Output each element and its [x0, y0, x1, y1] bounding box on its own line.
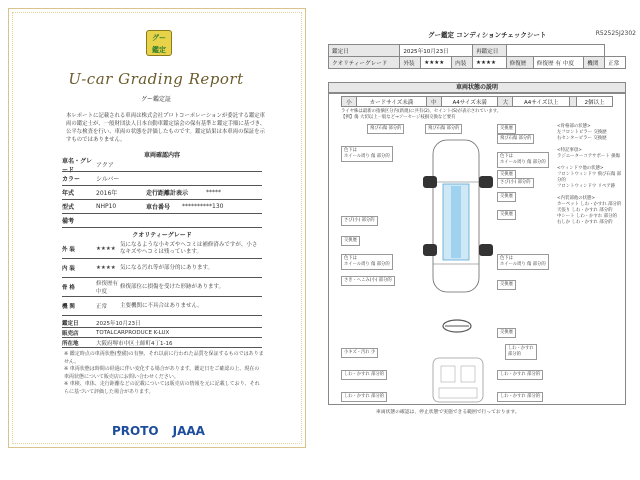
- grade-value: ★★★★: [472, 57, 506, 69]
- damage-callout: さび(小) 部分的: [341, 216, 378, 226]
- legend-line: フロントウィンドウ 飛び石傷 部分的: [557, 172, 621, 183]
- damage-callout: 交換歴: [497, 328, 516, 338]
- damage-callout: 交換歴: [497, 280, 516, 290]
- vehicle-section-header: 車両確認内容: [143, 152, 180, 159]
- row-value: アクア: [96, 162, 114, 169]
- size-note: ライヤ株は最新の指摘区分内(新規)に共有(2)、セイント(S)が表示されています。 【例】傷 大切以上一般など→ソーセージ枝損交換など要有: [341, 109, 502, 120]
- row-key-2: 走行距離計表示: [146, 190, 189, 197]
- legend-line: <内装部他の状態>: [557, 196, 596, 201]
- badge-line2: 鑑定: [152, 46, 166, 54]
- legend-line: 天張り しわ・かすれ 部分的: [557, 208, 613, 213]
- size-cell: 小: [342, 97, 357, 107]
- dealer-table: [62, 318, 262, 348]
- report-subtitle: グー鑑定証: [140, 96, 171, 103]
- grade-key: 修復歴: [506, 57, 533, 69]
- damage-callout: 飛び石傷 部分的: [497, 134, 534, 144]
- damage-callout: しわ・かすれ 部分的: [505, 344, 537, 360]
- row-value: 2016年: [96, 190, 118, 197]
- legend-line: カーペット しわ・かすれ 部分的: [557, 202, 622, 207]
- size-legend-table: [341, 96, 613, 107]
- size-cell: [569, 97, 576, 107]
- damage-callout: 色下は ホイール周り 傷 部分的: [341, 146, 393, 162]
- legend-line: <ウィンドウ他の状態>: [557, 166, 604, 171]
- quality-key: 骨 格: [62, 285, 75, 291]
- row-value-2: *****: [206, 189, 221, 196]
- quality-section-header: クオリティーグレード: [132, 232, 192, 239]
- quality-key: 外 装: [62, 247, 75, 253]
- quality-row-engine: [62, 297, 262, 316]
- vehicle-row-name: [62, 158, 262, 172]
- condition-checksheet: [318, 0, 640, 480]
- row-value-2: **********130: [182, 203, 224, 210]
- grading-certificate: [0, 0, 312, 480]
- grade-value: 正常: [605, 57, 626, 69]
- quality-row-frame: [62, 278, 262, 297]
- row-value: 2025年10月23日: [96, 320, 141, 327]
- legend-line: <骨格部の状態>: [557, 124, 591, 129]
- quality-score: ★★★★: [96, 265, 116, 271]
- damage-callout: しわ・かすれ 部分的: [497, 370, 543, 380]
- damage-callout: さび(小) 部分的: [497, 178, 534, 188]
- grade-key: 内装: [452, 57, 473, 69]
- quality-row-interior: [62, 259, 262, 278]
- legend-line: <特記事項>: [557, 148, 582, 153]
- wheel-icon: [423, 244, 437, 256]
- vehicle-condition-header: 車両状態の説明: [328, 82, 626, 93]
- size-cell: A4サイズ以上: [513, 97, 569, 107]
- damage-callout: 交換歴: [497, 192, 516, 202]
- size-cell: 2個以上: [577, 97, 613, 107]
- dealer-row-address: [62, 338, 262, 348]
- legend-line: 左フロントピラー 交換歴: [557, 130, 607, 135]
- size-cell: 大: [498, 97, 513, 107]
- damage-callout: 小キズ・汚れ 少: [341, 348, 378, 358]
- header-key: 鑑定日: [329, 45, 400, 57]
- dealer-row-date: [62, 318, 262, 328]
- row-key-2: 車台番号: [146, 204, 171, 211]
- row-value: NHP10: [96, 203, 117, 210]
- quality-table: [62, 240, 262, 316]
- damage-callout: しわ・かすれ 部分的: [497, 392, 543, 402]
- quality-desc: 修復部位に損傷を受けた形跡があります。: [120, 283, 225, 290]
- jaaa-logo: JAAA: [172, 424, 205, 438]
- damage-callout: 色下は ホイール周り 傷 部分的: [497, 152, 549, 168]
- row-key: 備考: [62, 218, 75, 225]
- car-topview-outline: [417, 136, 495, 296]
- damage-callout: 交換歴: [497, 210, 516, 220]
- wheel-icon: [479, 176, 493, 188]
- damage-callout: 色下は ホイール周り 傷 部分的: [341, 254, 393, 270]
- checksheet-footer: 車両状態の確認は、停止状態で実施できる範囲で行っております。: [376, 410, 520, 415]
- row-value: シルバー: [96, 176, 120, 183]
- note-line: ※ 車両状態は時間の経過に伴い変化する場合があります。鑑定日をご確認の上、現在の車両状態について販売店にお問い合わせください。: [64, 366, 260, 380]
- grade-value: ★★★★: [421, 57, 452, 69]
- vehicle-row-color: [62, 172, 262, 186]
- quality-row-exterior: [62, 240, 262, 259]
- grade-key: 外装: [400, 57, 421, 69]
- row-key: 型式: [62, 204, 75, 211]
- damage-callout: 色下は ホイール周り 傷 部分的: [497, 254, 549, 270]
- grade-key: 機関: [584, 57, 605, 69]
- quality-score: 修復歴有 中度: [96, 281, 119, 295]
- quality-key: 内 装: [62, 266, 75, 272]
- legend-line: フロントウィンドウ リペア跡: [557, 184, 616, 189]
- quality-score: 正常: [96, 304, 108, 310]
- row-key: 車名・グレード: [62, 157, 93, 174]
- badge-line1: グー: [152, 34, 166, 42]
- legend-line: 中シート しわ・かすれ 部分的: [557, 214, 617, 219]
- legend-line: 右しか しわ・かすれ 部分的: [557, 220, 613, 225]
- damage-callout: 交換歴: [341, 236, 360, 246]
- row-key: 所在地: [62, 340, 79, 347]
- damage-callout: 交換歴: [497, 170, 516, 180]
- row-value: 大阪府堺市中区土師町4丁1-16: [96, 340, 173, 347]
- checksheet-title: グー鑑定 コンディションチェックシート: [428, 31, 547, 39]
- document-number: R52525J2302: [595, 30, 636, 37]
- quality-desc: 主要機関に不具合はありません。: [120, 302, 203, 309]
- legend-line: 右センターピラー 交換歴: [557, 136, 607, 141]
- report-title: U-car Grading Report: [68, 70, 244, 88]
- note-line: ※ 鑑定時点の車両状態(整備)の有無、それ以前に行われた品質を保証するものではありません。: [64, 351, 264, 365]
- row-key: 年式: [62, 190, 75, 197]
- size-cell: カードサイズ未満: [357, 97, 427, 107]
- row-key: 販売店: [62, 330, 79, 337]
- damage-callout: 交換歴: [497, 124, 516, 134]
- quality-desc: 気になるような小キズやヘコミは補修済みですが、小さなキズやヘコミは残っています。: [120, 242, 258, 255]
- condition-legend: [557, 124, 623, 226]
- size-cell: A4サイズ未満: [441, 97, 497, 107]
- size-cell: 中: [426, 97, 441, 107]
- note-line: ※ 車検、車体、走行距離などの記載については販売店の情報を元に記載しており、それらに基づいて評価した場合があります。: [64, 381, 260, 395]
- quality-score: ★★★★: [96, 246, 116, 252]
- damage-callout: しわ・かすれ 部分的: [341, 370, 387, 380]
- header-key: クオリティーグレード: [329, 57, 400, 69]
- logo-row: [112, 424, 232, 438]
- disclaimer-notes: [64, 351, 264, 396]
- dealer-row-shop: [62, 328, 262, 338]
- legend-line: ラジエーターコアサポート 損傷: [557, 154, 620, 159]
- damage-callout: 飛び石傷 部分的: [367, 124, 404, 134]
- intro-text: 本レポートに記載される車両は株式会社プロトコーポレーションが委託する鑑定車両の鑑定士が、一般財団法人日本自動車鑑定協会の保有基準と鑑定手順に基づき、公平な検査を行い、車両の状態を評価したものです。鑑定結果は本車両の保証を示すものではありません。: [66, 113, 266, 143]
- row-value: TOTALCARPRODUCE K-LUX: [96, 329, 170, 336]
- goo-kantei-badge: [146, 30, 172, 56]
- damage-callout: しわ・かすれ 部分的: [341, 392, 387, 402]
- vehicle-table: [62, 158, 262, 228]
- vehicle-row-remarks: [62, 214, 262, 228]
- vehicle-row-model: [62, 200, 262, 214]
- proto-logo: PROTO: [112, 424, 159, 438]
- damage-callout: 飛び石傷 部分的: [425, 124, 462, 134]
- vehicle-row-year: [62, 186, 262, 200]
- checksheet-header-table: [328, 44, 626, 69]
- header-value: 2025年10月23日: [400, 45, 473, 57]
- header-value-2: [506, 45, 605, 57]
- steering-wheel-icon: [441, 318, 473, 334]
- grade-value: 修復歴 有 中度: [533, 57, 583, 69]
- row-key: 鑑定日: [62, 320, 79, 327]
- damage-callout: さき・へこみ(小) 部分的: [341, 276, 395, 286]
- row-key: カラー: [62, 176, 81, 183]
- quality-desc: 気になる汚れ等が部分的にあります。: [120, 264, 214, 271]
- damage-diagram: [328, 93, 626, 405]
- car-interior-outline: [427, 356, 489, 404]
- wheel-icon: [479, 244, 493, 256]
- wheel-icon: [423, 176, 437, 188]
- quality-key: 機 関: [62, 304, 75, 310]
- header-key-2: 再鑑定日: [472, 45, 506, 57]
